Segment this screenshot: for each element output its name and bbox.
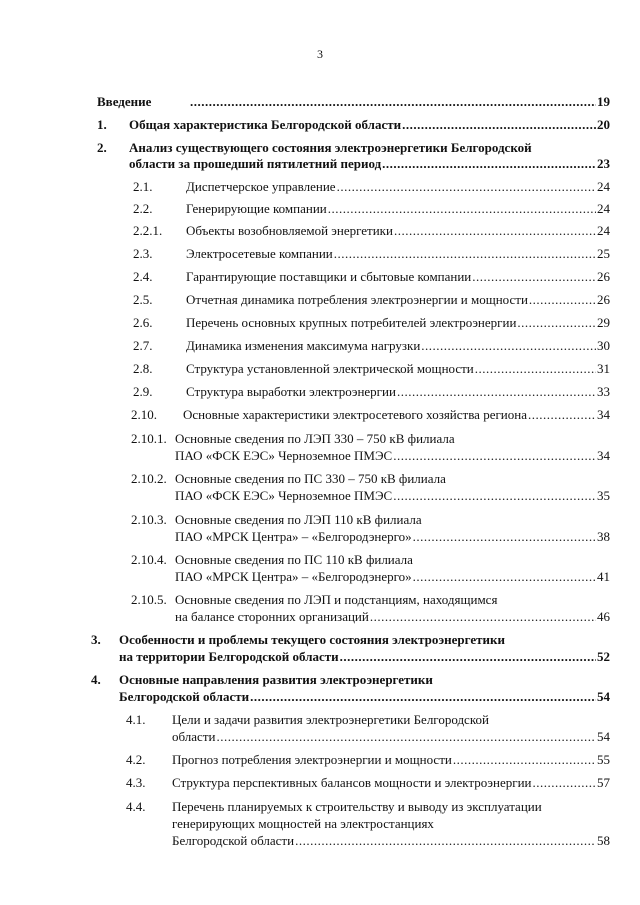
toc-num: 2.6. <box>133 315 153 330</box>
toc-title: Белгородской области <box>172 833 295 848</box>
toc-num: 2.10.2. <box>131 471 167 486</box>
toc-page: 57 <box>597 775 610 790</box>
toc-leader <box>328 201 596 217</box>
toc-title: Перечень планируемых к строительству и выводу из эксплуатации <box>172 799 542 814</box>
toc-num: 2.4. <box>133 269 153 284</box>
toc-leader <box>413 529 596 545</box>
toc-title: Анализ существующего состояния электроэнергетики Белгородской <box>129 140 532 155</box>
toc-title: Объекты возобновляемой энергетики <box>186 223 393 238</box>
toc-page: 20 <box>597 117 610 132</box>
page-number: 3 <box>317 47 323 61</box>
toc-num: 2.10.3. <box>131 512 167 527</box>
toc-entry-4-4-cont2[interactable] <box>172 833 610 849</box>
toc-entry-2-9[interactable] <box>133 384 610 400</box>
toc-page: 38 <box>597 529 610 544</box>
toc-page: 34 <box>597 407 610 422</box>
toc-entry-2-5[interactable] <box>133 292 610 308</box>
toc-title: ПАО «ФСК ЕЭС» Черноземное ПМЭС <box>175 448 393 463</box>
toc-leader <box>475 361 596 377</box>
toc-leader <box>190 94 596 110</box>
toc-num: 4.2. <box>126 752 146 767</box>
toc-title: Введение <box>97 94 152 109</box>
toc-entry-4-1[interactable] <box>126 712 610 728</box>
toc-leader <box>413 569 596 585</box>
toc-entry-3[interactable] <box>91 632 610 648</box>
toc-entry-2-10-4-cont[interactable] <box>175 569 610 585</box>
toc-entry-2-10[interactable] <box>131 407 610 423</box>
toc-title: Общая характеристика Белгородской области <box>129 117 402 132</box>
toc-leader <box>393 448 596 464</box>
toc-title: Основные сведения по ЛЭП 330 – 750 кВ филиала <box>175 431 455 446</box>
toc-entry-4-2[interactable] <box>126 752 610 768</box>
toc-entry-2-10-5[interactable] <box>131 592 610 608</box>
toc-title: генерирующих мощностей на электростанциях <box>172 816 434 831</box>
toc-entry-2-10-4[interactable] <box>131 552 610 568</box>
toc-leader <box>250 689 596 705</box>
toc-leader <box>402 117 596 133</box>
toc-page: 26 <box>597 292 610 307</box>
toc-entry-2-10-5-cont[interactable] <box>175 609 610 625</box>
toc-page: 46 <box>597 609 610 624</box>
toc-leader <box>472 269 596 285</box>
toc-entry-2[interactable] <box>97 140 610 156</box>
toc-title: Генерирующие компании <box>186 201 327 216</box>
toc-title: Особенности и проблемы текущего состояния электроэнергетики <box>119 632 505 647</box>
toc-entry-4[interactable] <box>91 672 610 688</box>
toc-entry-2-10-3[interactable] <box>131 512 610 528</box>
toc-entry-intro[interactable] <box>97 94 610 110</box>
toc-num: 1. <box>97 117 107 132</box>
toc-title: Основные характеристики электросетевого хозяйства региона <box>183 407 527 422</box>
toc-entry-2-10-2-cont[interactable] <box>175 488 610 504</box>
toc-page: 29 <box>597 315 610 330</box>
toc-leader <box>532 775 596 791</box>
toc-num: 2.10.4. <box>131 552 167 567</box>
toc-leader <box>216 729 596 745</box>
toc-title: ПАО «ФСК ЕЭС» Черноземное ПМЭС <box>175 488 393 503</box>
toc-num: 2.2.1. <box>133 223 163 238</box>
toc-page: 30 <box>597 338 610 353</box>
toc-num: 2.10. <box>131 407 157 422</box>
toc-title: Цели и задачи развития электроэнергетики Белгородской <box>172 712 489 727</box>
toc-entry-2-10-3-cont[interactable] <box>175 529 610 545</box>
toc-title: Диспетчерское управление <box>186 179 336 194</box>
toc-entry-2-4[interactable] <box>133 269 610 285</box>
toc-num: 2.8. <box>133 361 153 376</box>
toc-title: Динамика изменения максимума нагрузки <box>186 338 421 353</box>
toc-leader <box>334 246 596 262</box>
toc-page: 54 <box>597 689 610 704</box>
toc-num: 4.4. <box>126 799 146 814</box>
toc-title: Белгородской области <box>119 689 250 704</box>
toc-entry-1[interactable] <box>97 117 610 133</box>
toc-page: 26 <box>597 269 610 284</box>
toc-leader <box>295 833 596 849</box>
toc-page: 52 <box>597 649 610 664</box>
toc-leader <box>393 488 596 504</box>
toc-num: 3. <box>91 632 101 647</box>
toc-num: 2.2. <box>133 201 153 216</box>
toc-entry-2-1[interactable] <box>133 179 610 195</box>
toc-entry-2-10-1-cont[interactable] <box>175 448 610 464</box>
toc-page: 34 <box>597 448 610 463</box>
toc-leader <box>453 752 596 768</box>
toc-num: 2.9. <box>133 384 153 399</box>
toc-title: ПАО «МРСК Центра» – «Белгородэнерго» <box>175 569 412 584</box>
toc-page: 33 <box>597 384 610 399</box>
toc-num: 4.3. <box>126 775 146 790</box>
toc-page: 24 <box>597 179 610 194</box>
toc-title: Основные направления развития электроэнергетики <box>119 672 433 687</box>
toc-num: 2.1. <box>133 179 153 194</box>
toc-entry-4-4[interactable] <box>126 799 610 815</box>
toc-title: Отчетная динамика потребления электроэнергии и мощности <box>186 292 528 307</box>
toc-entry-2-10-2[interactable] <box>131 471 610 487</box>
toc-page: 24 <box>597 223 610 238</box>
toc-title: Основные сведения по ЛЭП и подстанциям, находящимся <box>175 592 498 607</box>
toc-title: Гарантирующие поставщики и сбытовые компании <box>186 269 472 284</box>
toc-title: Структура перспективных балансов мощности и электроэнергии <box>172 775 532 790</box>
toc-page: 58 <box>597 833 610 848</box>
toc-leader <box>337 179 596 195</box>
toc-num: 2. <box>97 140 107 155</box>
toc-entry-4-1-cont[interactable] <box>172 729 610 745</box>
toc-title: области за прошедший пятилетний период <box>129 156 382 171</box>
toc-entry-2-2[interactable] <box>133 201 610 217</box>
toc-title: Структура установленной электрической мощности <box>186 361 474 376</box>
toc-entry-2-2-1[interactable] <box>133 223 610 239</box>
toc-num: 2.10.5. <box>131 592 167 607</box>
toc-page: 23 <box>597 156 610 171</box>
toc-title: Основные сведения по ПС 110 кВ филиала <box>175 552 413 567</box>
toc-title: Прогноз потребления электроэнергии и мощности <box>172 752 452 767</box>
toc-page: 25 <box>597 246 610 261</box>
toc-entry-2-6[interactable] <box>133 315 610 331</box>
toc-leader <box>517 315 596 331</box>
toc-page: 24 <box>597 201 610 216</box>
toc-title: на балансе сторонних организаций <box>175 609 369 624</box>
toc-entry-4-4-cont1[interactable] <box>172 816 610 832</box>
toc-leader <box>528 407 596 423</box>
toc-entry-2-10-1[interactable] <box>131 431 610 447</box>
toc-title: Структура выработки электроэнергии <box>186 384 396 399</box>
toc-page: 54 <box>597 729 610 744</box>
toc-page: 19 <box>597 94 610 109</box>
toc-page: 35 <box>597 488 610 503</box>
toc-leader <box>394 223 596 239</box>
toc-page: 55 <box>597 752 610 767</box>
toc-leader <box>340 649 596 665</box>
toc-title: области <box>172 729 216 744</box>
toc-entry-4-3[interactable] <box>126 775 610 791</box>
toc-num: 4.1. <box>126 712 146 727</box>
toc-leader <box>397 384 596 400</box>
toc-leader <box>382 156 596 172</box>
toc-title: ПАО «МРСК Центра» – «Белгородэнерго» <box>175 529 412 544</box>
toc-num: 4. <box>91 672 101 687</box>
toc-entry-2-8[interactable] <box>133 361 610 377</box>
toc-num: 2.5. <box>133 292 153 307</box>
toc-leader <box>421 338 596 354</box>
toc-title: Электросетевые компании <box>186 246 333 261</box>
toc-entry-2-cont[interactable] <box>129 156 610 172</box>
toc-entry-2-3[interactable] <box>133 246 610 262</box>
toc-entry-2-7[interactable] <box>133 338 610 354</box>
toc-entry-3-cont[interactable] <box>119 649 610 665</box>
toc-num: 2.7. <box>133 338 153 353</box>
toc-title: на территории Белгородской области <box>119 649 339 664</box>
toc-leader <box>529 292 596 308</box>
toc-title: Основные сведения по ЛЭП 110 кВ филиала <box>175 512 422 527</box>
toc-num: 2.3. <box>133 246 153 261</box>
toc-title: Основные сведения по ПС 330 – 750 кВ филиала <box>175 471 446 486</box>
toc-num: 2.10.1. <box>131 431 167 446</box>
toc-title: Перечень основных крупных потребителей электроэнергии <box>186 315 517 330</box>
toc-leader <box>370 609 596 625</box>
toc-page: 31 <box>597 361 610 376</box>
toc-page: 41 <box>597 569 610 584</box>
toc-entry-4-cont[interactable] <box>119 689 610 705</box>
